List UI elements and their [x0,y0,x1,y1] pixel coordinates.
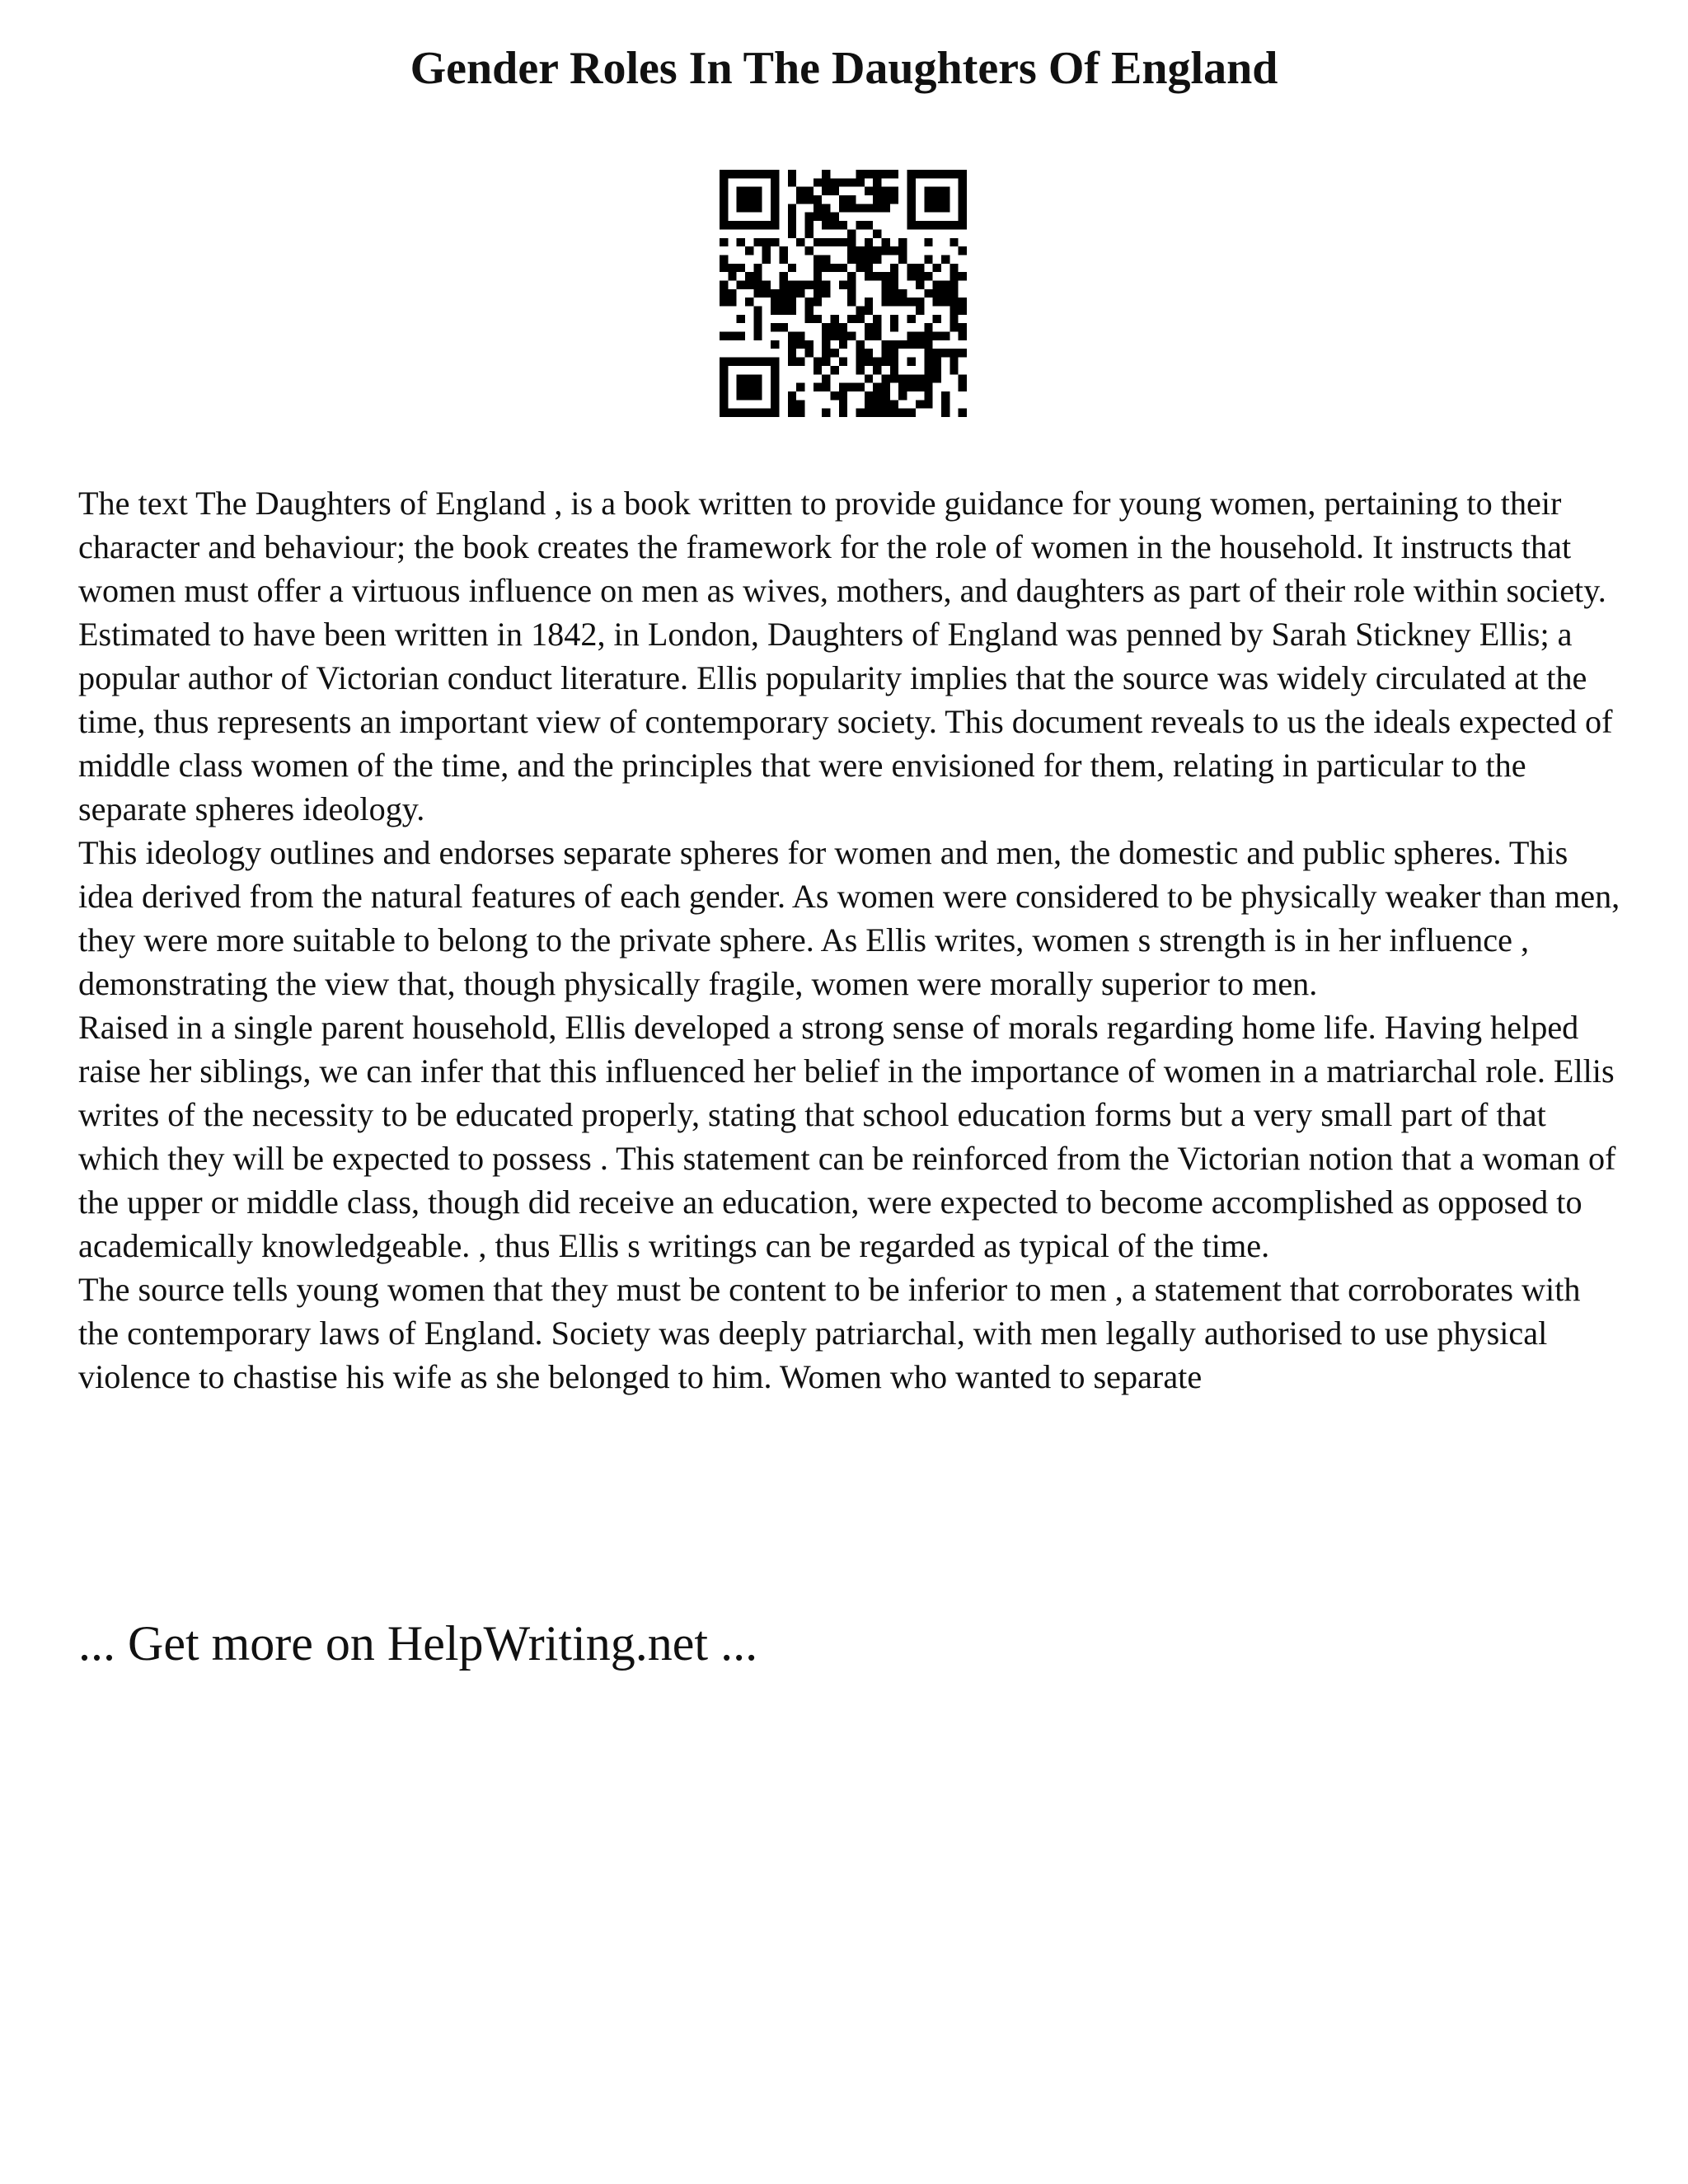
paragraph-2: This ideology outlines and endorses separate spheres for women and men, the domestic and public spheres. This idea derived from the natural features of each gender. As women were considered to be physically weaker than men, they were more suitable to belong to the private sphere. As Ellis writes, women s strength is in her influence , demonstrating the view that, though physically fragile, women were morally superior to men. [78,834,1620,1002]
paragraph-4: The source tells young women that they must be content to be inferior to men , a statement that corroborates with the contemporary laws of England. Society was deeply patriarchal, with men legally authorised to use physical violence to chastise his wife as she belonged to him. Women who wanted to separate [78,1271,1581,1395]
qr-code-icon [720,170,967,417]
document-body [78,481,1628,1399]
document-title: Gender Roles In The Daughters Of England [410,43,1278,94]
get-more-link[interactable]: ... Get more on HelpWriting.net ... [78,1616,758,1671]
paragraph-1: The text The Daughters of England , is a book written to provide guidance for young women, pertaining to their character and behaviour; the book creates the framework for the role of women in the household. It instructs that women must offer a virtuous influence on men as wives, mothers, and daughters as part of their role within society. Estimated to have been written in 1842, in London, Daughters of England was penned by Sarah Stickney Ellis; a popular author of Victorian conduct literature. Ellis popularity implies that the source was widely circulated at the time, thus represents an important view of contemporary society. This document reveals to us the ideals expected of middle class women of the time, and the principles that were envisioned for them, relating in particular to the separate spheres ideology. [78,485,1613,827]
paragraph-3: Raised in a single parent household, Ellis developed a strong sense of morals regarding home life. Having helped raise her siblings, we can infer that this influenced her belief in the importance of women in a matriarchal role. Ellis writes of the necessity to be educated properly, stating that school education forms but a very small part of that which they will be expected to possess . This statement can be reinforced from the Victorian notion that a woman of the upper or middle class, though did receive an education, were expected to become accomplished as opposed to academically knowledgeable. , thus Ellis s writings can be regarded as typical of the time. [78,1009,1616,1264]
